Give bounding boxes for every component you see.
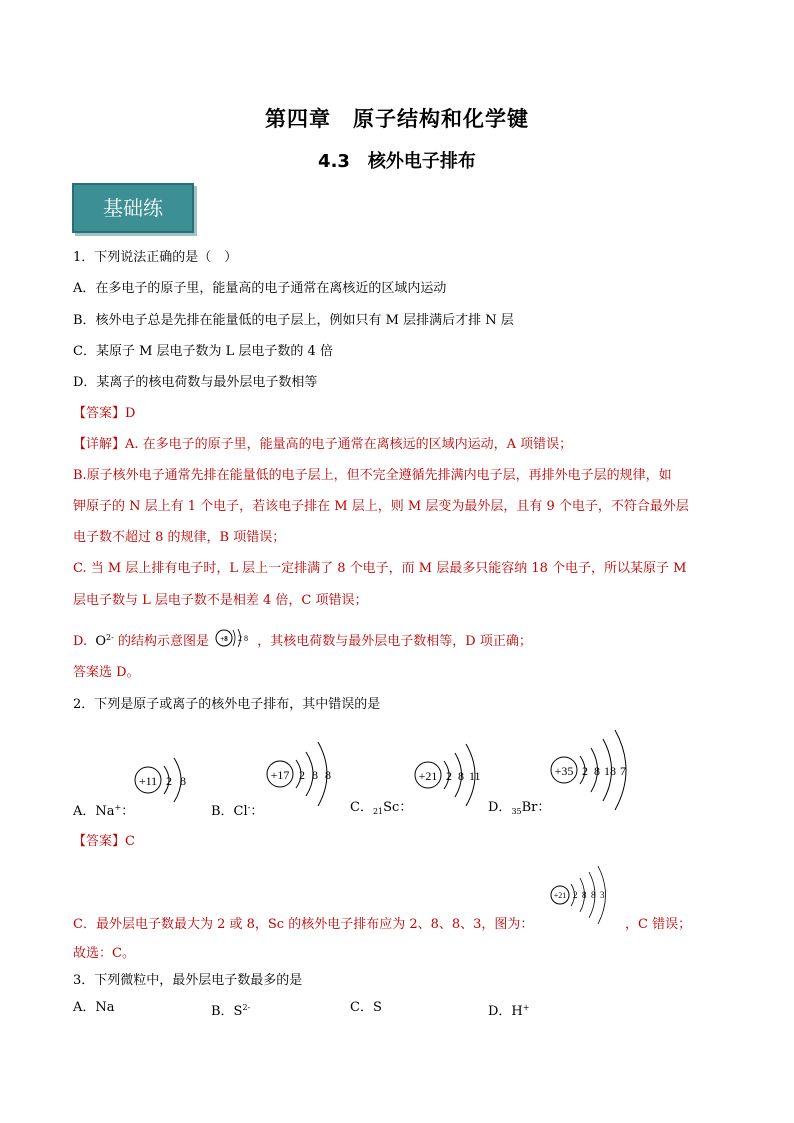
q1-option-a: A．在多电子的原子里，能量高的电子通常在离核近的区域内运动 bbox=[73, 281, 447, 296]
sc-corrected-nucleus-label: +21 bbox=[553, 891, 567, 900]
cl-ion-structure-diagram bbox=[262, 738, 352, 808]
br-structure-diagram bbox=[548, 728, 648, 812]
sc-corrected-electron-count: 3 bbox=[600, 890, 605, 900]
br-electron-count: 18 bbox=[604, 764, 616, 778]
q2-option-d: D．$_{35}$Br： bbox=[488, 800, 551, 816]
cl-electron-count: 8 bbox=[312, 768, 318, 782]
sc-nucleus-label: +21 bbox=[418, 769, 438, 783]
q1-conclusion: 答案选 D。 bbox=[73, 665, 140, 680]
q2-stem: 2．下列是原子或离子的核外电子排布，其中错误的是 bbox=[73, 697, 381, 712]
sc-electron-count: 11 bbox=[469, 769, 481, 783]
na-electron-count: 8 bbox=[180, 774, 186, 788]
q1-detail-d-suffix: ，其核电荷数与最外层电子数相等，D 项正确； bbox=[257, 634, 532, 649]
sc-corrected-electron-count: 2 bbox=[573, 890, 578, 900]
q3-stem: 3．下列微粒中，最外层电子数最多的是 bbox=[73, 973, 303, 988]
q1-detail-line: C. 当 M 层上排有电子时，L 层上一定排满了 8 个电子，而 M 层最多只能容纳 18 个电子，所以某原子 M bbox=[73, 561, 687, 576]
sc-electron-count: 2 bbox=[446, 769, 452, 783]
q3-option-c: C．S bbox=[350, 1000, 382, 1015]
br-nucleus-label: +35 bbox=[554, 764, 574, 778]
br-electron-count: 2 bbox=[582, 764, 588, 778]
q1-detail-line: 层电子数与 L 层电子数不是相差 4 倍，C 项错误； bbox=[73, 593, 368, 608]
q1-detail-line: 【详解】A. 在多电子的原子里，能量高的电子通常在离核远的区域内运动，A 项错误； bbox=[73, 437, 573, 452]
q2-conclusion: 故选：C。 bbox=[73, 946, 135, 961]
o2-electron-count: 8 bbox=[244, 634, 248, 643]
oxygen-ion-structure-diagram bbox=[214, 626, 256, 650]
cl-nucleus-label: +17 bbox=[270, 768, 290, 782]
sc-structure-diagram bbox=[410, 740, 500, 810]
o2-electron-count: 2 bbox=[238, 634, 242, 643]
br-electron-count: 7 bbox=[620, 764, 626, 778]
q1-stem: 1．下列说法正确的是（ ） bbox=[73, 250, 238, 265]
q1-option-d: D．某离子的核电荷数与最外层电子数相等 bbox=[73, 375, 318, 390]
chapter-title: 第四章 原子结构和化学键 bbox=[265, 107, 529, 131]
section-title: 4.3 核外电子排布 bbox=[318, 151, 476, 172]
q2-detail-suffix: ，C 错误； bbox=[625, 917, 692, 932]
q2-option-a: A．Na+： bbox=[73, 803, 135, 819]
q3-option-d: D．H+ bbox=[488, 1003, 530, 1019]
q1-detail-line: 钾原子的 N 层上有 1 个电子，若该电子排在 M 层上，则 M 层变为最外层，且有 9 个电子，不符合最外层 bbox=[73, 499, 689, 514]
q1-option-b: B．核外电子总是先排在能量低的电子层上，例如只有 M 层排满后才排 N 层 bbox=[73, 313, 514, 328]
q1-detail-d-prefix: D. bbox=[73, 634, 88, 649]
sc-corrected-electron-count: 8 bbox=[582, 890, 587, 900]
cl-electron-count: 2 bbox=[299, 768, 305, 782]
sc-electron-count: 8 bbox=[458, 769, 464, 783]
q3-option-a: A．Na bbox=[73, 1000, 115, 1015]
q2-answer: 【答案】C bbox=[73, 834, 135, 849]
na-nucleus-label: +11 bbox=[138, 774, 158, 788]
q1-option-c: C．某原子 M 层电子数为 L 层电子数的 4 倍 bbox=[73, 344, 333, 359]
q2-option-c: C．$_{21}$Sc： bbox=[350, 800, 413, 816]
q1-detail-line: B.原子核外电子通常先排在能量低的电子层上，但不完全遵循先排满内电子层，再排外电子层的规律，如 bbox=[73, 468, 672, 483]
cl-electron-count: 8 bbox=[325, 768, 331, 782]
q2-option-b: B．Cl-： bbox=[211, 803, 264, 819]
na-electron-count: 2 bbox=[166, 774, 172, 788]
q1-detail-d-mid: 的结构示意图是 bbox=[117, 634, 209, 649]
o2-nucleus-label: +8 bbox=[220, 635, 228, 643]
oxygen-ion-label: $O^{2-}$ bbox=[95, 633, 114, 649]
br-electron-count: 8 bbox=[594, 764, 600, 778]
q1-detail-line: 电子数不超过 8 的规律，B 项错误； bbox=[73, 530, 286, 545]
q2-detail-prefix: C．最外层电子数最大为 2 或 8，Sc 的核外电子排布应为 2、8、8、3，图为： bbox=[73, 917, 534, 932]
q1-detail-d-line bbox=[73, 629, 532, 651]
basic-practice-badge: 基础练 bbox=[72, 183, 194, 233]
q1-answer: 【答案】D bbox=[73, 406, 136, 421]
sc-corrected-electron-count: 8 bbox=[591, 890, 596, 900]
sc-corrected-structure-diagram bbox=[548, 864, 620, 926]
q3-option-b: B．$S^{2-}$ bbox=[211, 1003, 251, 1019]
na-ion-structure-diagram bbox=[130, 752, 200, 812]
